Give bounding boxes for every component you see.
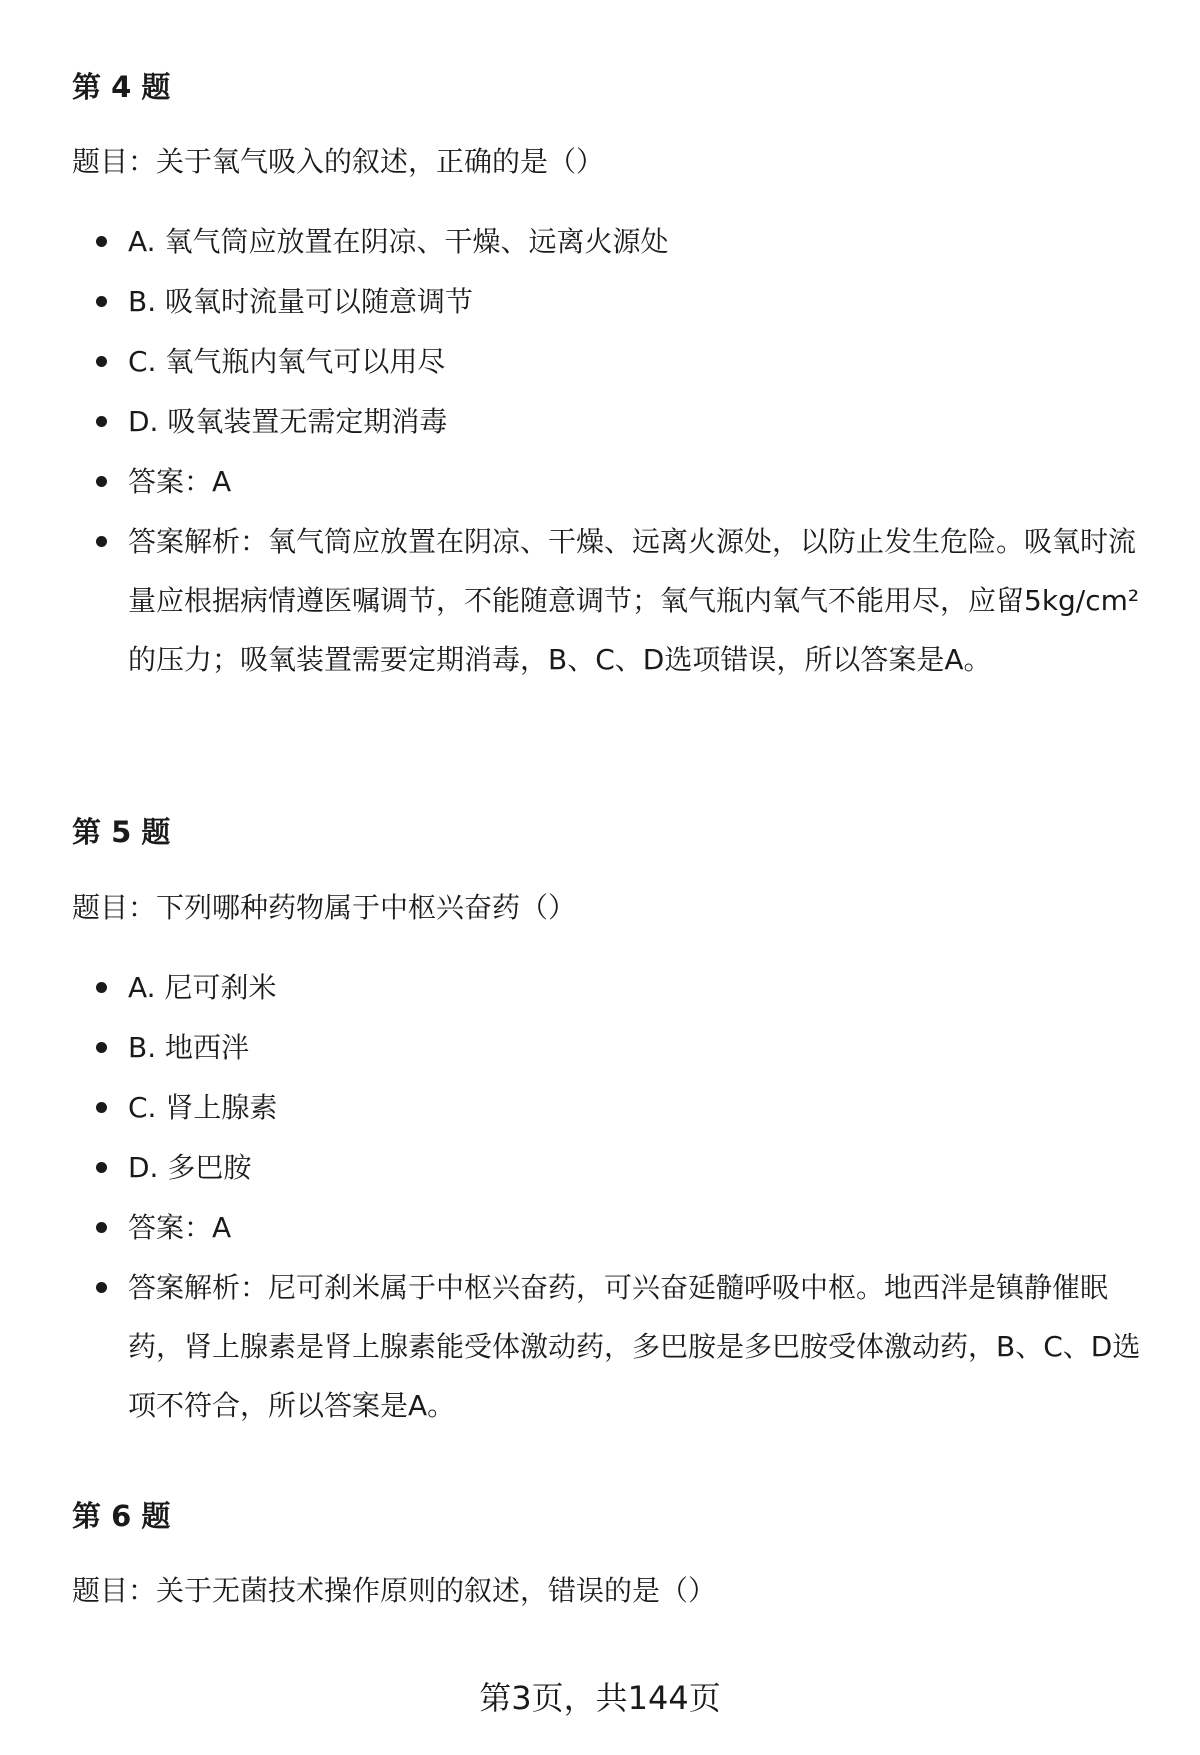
bullet-icon: [96, 982, 107, 993]
option-c: C. 氧气瓶内氧气可以用尽: [96, 332, 1156, 392]
answer-explanation: 答案解析：氧气筒应放置在阴凉、干燥、远离火源处，以防止发生危险。吸氧时流量应根据病情遵医嘱调节，不能随意调节；氧气瓶内氧气不能用尽，应留5kg/cm²的压力；吸氧装置需要定期消毒，B、C、D选项错误，所以答案是A。: [96, 512, 1156, 689]
answer-explanation: 答案解析：尼可刹米属于中枢兴奋药，可兴奋延髓呼吸中枢。地西泮是镇静催眠药，肾上腺素是肾上腺素能受体激动药，多巴胺是多巴胺受体激动药，B、C、D选项不符合，所以答案是A。: [96, 1258, 1156, 1435]
question-5-title: 第 5 题: [72, 815, 171, 849]
bullet-icon: [96, 356, 107, 367]
answer: 答案：A: [96, 452, 1156, 512]
question-4-title: 第 4 题: [72, 70, 171, 104]
option-c: C. 肾上腺素: [96, 1078, 1156, 1138]
question-5-list: [96, 958, 1156, 1435]
bullet-icon: [96, 1042, 107, 1053]
bullet-icon: [96, 296, 107, 307]
option-a: A. 尼可刹米: [96, 958, 1156, 1018]
bullet-icon: [96, 1102, 107, 1113]
question-5-stem: 题目：下列哪种药物属于中枢兴奋药（）: [72, 891, 577, 924]
question-6-title: 第 6 题: [72, 1499, 171, 1533]
bullet-icon: [96, 476, 107, 487]
option-b: B. 地西泮: [96, 1018, 1156, 1078]
question-4-list: [96, 212, 1156, 689]
bullet-icon: [96, 1282, 107, 1293]
page-number: 第3页，共144页: [479, 1679, 721, 1717]
bullet-icon: [96, 416, 107, 427]
option-d: D. 多巴胺: [96, 1138, 1156, 1198]
question-6-stem: 题目：关于无菌技术操作原则的叙述，错误的是（）: [72, 1574, 717, 1607]
option-a: A. 氧气筒应放置在阴凉、干燥、远离火源处: [96, 212, 1156, 272]
bullet-icon: [96, 1162, 107, 1173]
option-b: B. 吸氧时流量可以随意调节: [96, 272, 1156, 332]
bullet-icon: [96, 236, 107, 247]
option-d: D. 吸氧装置无需定期消毒: [96, 392, 1156, 452]
answer: 答案：A: [96, 1198, 1156, 1258]
bullet-icon: [96, 1222, 107, 1233]
bullet-icon: [96, 536, 107, 547]
question-4-stem: 题目：关于氧气吸入的叙述，正确的是（）: [72, 145, 605, 178]
